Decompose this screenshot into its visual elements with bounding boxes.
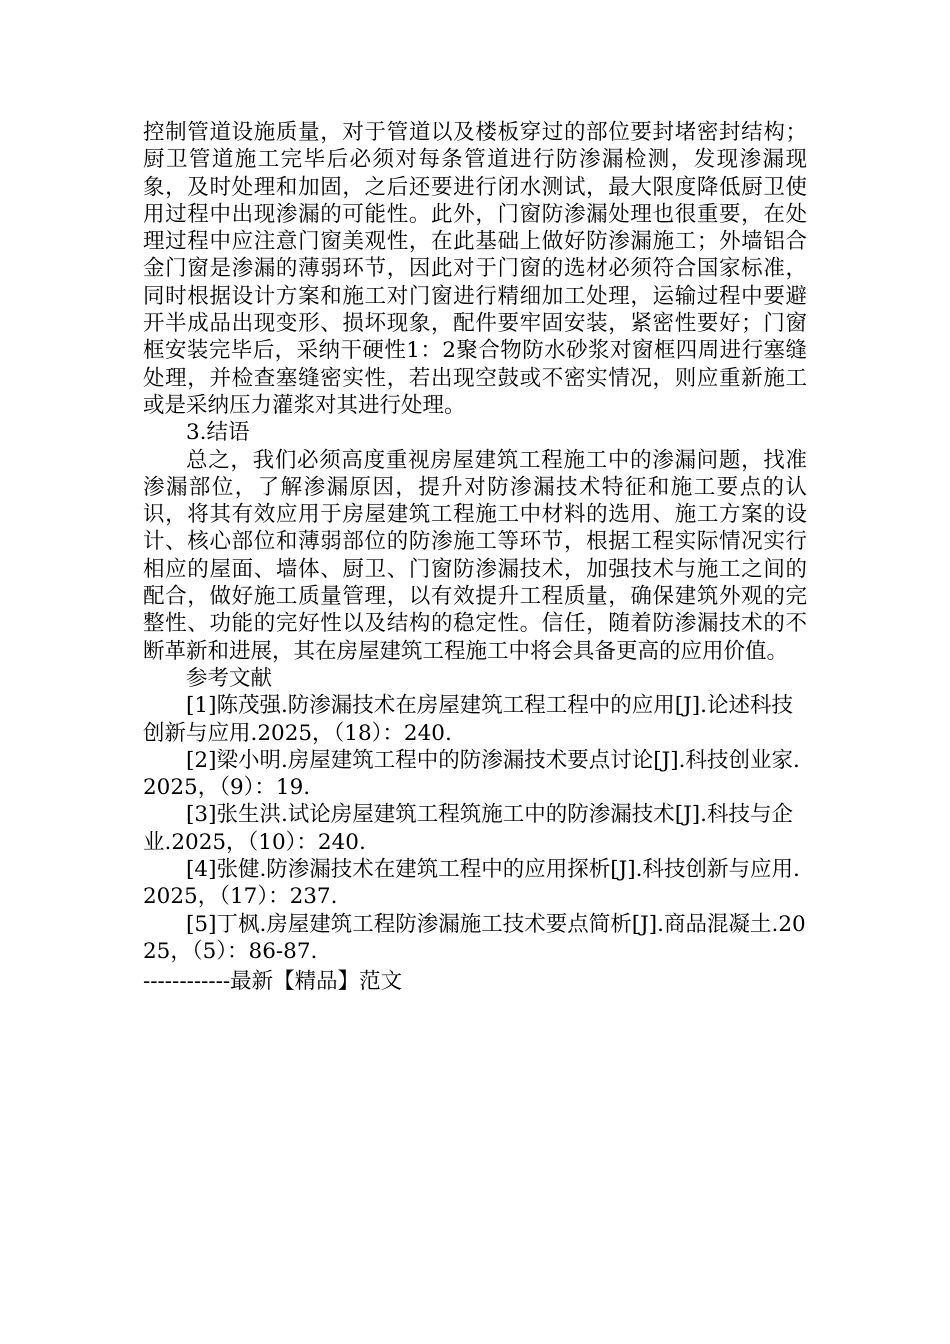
section-heading: 3.结语 [186,420,250,446]
reference-item: [2]梁小明.房屋建筑工程中的防渗漏技术要点讨论[J].科技创业家.2025，（9）：19. [143,747,800,801]
conclusion-paragraph: 总之，我们必须高度重视房屋建筑工程施工中的渗漏问题，找准渗漏部位，了解渗漏原因，提升对防渗漏技术特征和施工要点的认识，将其有效应用于房屋建筑工程施工中材料的选用、施工方案的设计、核心部位和薄弱部位的防渗施工等环节，根据工程实际情况实行相应的屋面、墙体、厨卫、门窗防渗漏技术，加强技术与施工之间的配合，做好施工质量管理，以有效提升工程质量，确保建筑外观的完整性、功能的完好性以及结构的稳定性。信任，随着防渗漏技术的不断革新和进展，其在房屋建筑工程施工中将会具备更高的应用价值。 [143,447,807,664]
footer-text: ------------最新【精品】范文 [143,969,403,994]
intro-paragraph: 控制管道设施质量，对于管道以及楼板穿过的部位要封堵密封结构；厨卫管道施工完毕后必须对每条管道进行防渗漏检测，发现渗漏现象，及时处理和加固，之后还要进行闭水测试，最大限度降低厨卫使用过程中出现渗漏的可能性。此外，门窗防渗漏处理也很重要，在处理过程中应注意门窗美观性，在此基础上做好防渗漏施工；外墙铝合金门窗是渗漏的薄弱环节，因此对于门窗的选材必须符合国家标准，同时根据设计方案和施工对门窗进行精细加工处理，运输过程中要避开半成品出现变形、损坏现象，配件要牢固安装，紧密性要好；门窗框安装完毕后，采纳干硬性1：2聚合物防水砂浆对窗框四周进行塞缝处理，并检查塞缝密实性，若出现空鼓或不密实情况，则应重新施工或是采纳压力灌浆对其进行处理。 [143,120,807,418]
reference-list [143,692,807,965]
reference-item: [1]陈茂强.防渗漏技术在房屋建筑工程工程中的应用[J].论述科技创新与应用.2025，（18）：240. [143,693,794,746]
document-body [143,119,807,965]
reference-item: [3]张生洪.试论房屋建筑工程筑施工中的防渗漏技术[J].科技与企业.2025，（10）：240. [143,802,794,855]
reference-item: [5]丁枫.房屋建筑工程防渗漏施工技术要点简析[J].商品混凝土.2025，（5）：86-87. [143,911,806,964]
reference-item: [4]张健.防渗漏技术在建筑工程中的应用探析[J].科技创新与应用.2025，（17）：237. [143,857,800,910]
references-heading: 参考文献 [186,665,273,691]
